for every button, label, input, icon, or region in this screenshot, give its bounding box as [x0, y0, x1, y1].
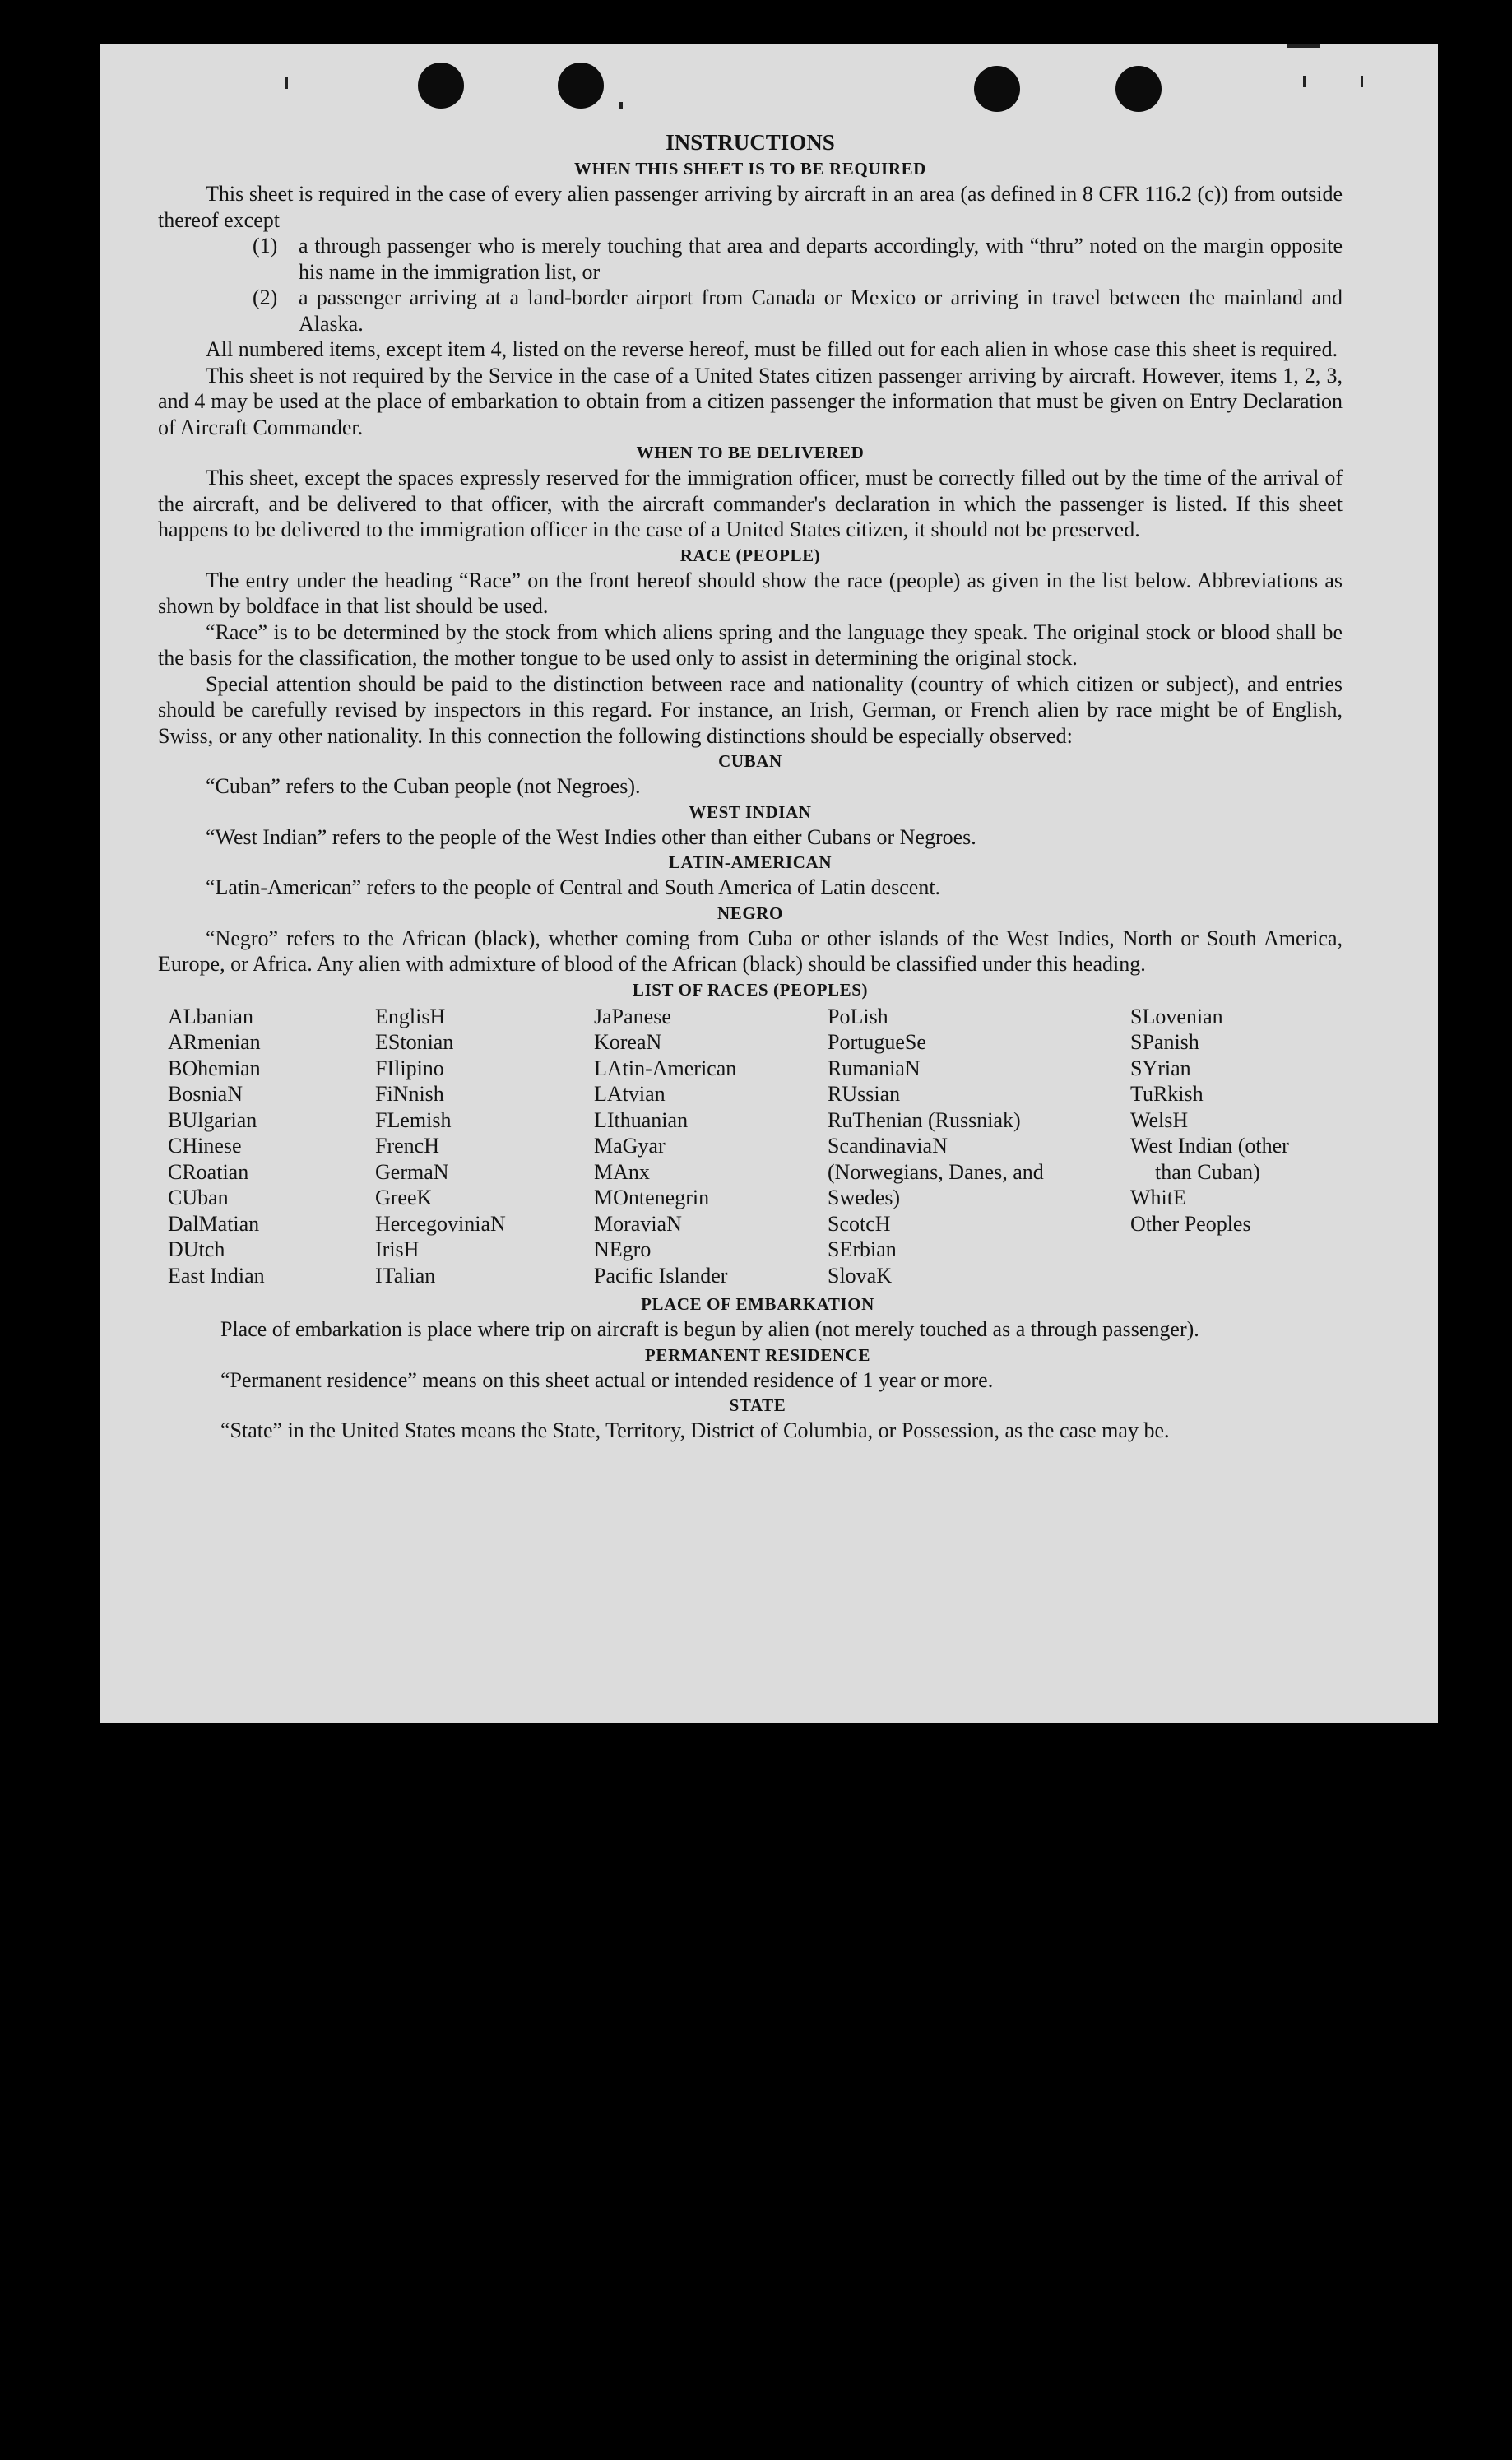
heading-list-of-races: LIST OF RACES (PEOPLES)	[632, 979, 869, 1000]
race-entry: ScotcH	[828, 1211, 891, 1236]
paragraph: “State” in the United States means the State, Territory, District of Columbia, or Possession, as the case may be.	[220, 1418, 1170, 1442]
race-entry: MaGyar	[594, 1134, 666, 1158]
race-entry: FLemish	[375, 1107, 452, 1132]
speck-mark	[1303, 76, 1306, 87]
race-entry: GreeK	[375, 1186, 433, 1209]
heading-permanent-residence: PERMANENT RESIDENCE	[644, 1344, 871, 1365]
race-entry: MAnx	[594, 1159, 650, 1184]
speck-mark	[619, 102, 623, 109]
heading-negro: NEGRO	[717, 903, 783, 923]
race-entry: ARmenian	[168, 1030, 261, 1054]
races-column	[1130, 1004, 1344, 1289]
list-item: (1) a through passenger who is merely touching that area and departs accordingly, with “thru” noted on the margin opposite his name in the immigration list, or	[253, 234, 1343, 284]
race-entry: BOhemian	[168, 1056, 261, 1080]
paragraph: Special attention should be paid to the distinction between race and nationality (country of which citizen or subject), and entries should be carefully revised by inspectors in this regard. For instance, an Irish, German, or French alien by race might be of English, Swiss, or any other nationality. In this connection the following distinctions should be especially observed:	[158, 671, 1343, 748]
speck-mark	[1361, 76, 1363, 87]
speck-mark	[1287, 44, 1320, 48]
race-entry: CHinese	[168, 1134, 242, 1158]
paragraph: All numbered items, except item 4, listed on the reverse hereof, must be filled out for each alien in whose case this sheet is required.	[206, 337, 1338, 361]
race-entry: FiNnish	[375, 1082, 444, 1106]
race-entry: GermaN	[375, 1159, 449, 1184]
race-entry: CUban	[168, 1186, 229, 1209]
page-title: INSTRUCTIONS	[666, 130, 835, 155]
race-entry: Pacific Islander	[594, 1263, 728, 1288]
races-column	[168, 1004, 375, 1289]
paragraph: “Latin-American” refers to the people of Central and South America of Latin descent.	[206, 875, 941, 899]
race-entry: IrisH	[375, 1237, 420, 1261]
race-entry: RumaniaN	[828, 1056, 921, 1080]
heading-cuban: CUBAN	[718, 751, 782, 771]
paragraph: The entry under the heading “Race” on the front hereof should show the race (people) as given in the list below. Abbreviations as shown by boldface in that list should be used.	[158, 568, 1343, 618]
paragraph: “Permanent residence” means on this sheet actual or intended residence of 1 year or more.	[220, 1367, 994, 1392]
races-column	[375, 1004, 594, 1289]
list-item: (2) a passenger arriving at a land-border airport from Canada or Mexico or arriving in travel between the mainland and Alaska.	[253, 285, 1343, 336]
race-entry: BosniaN	[168, 1082, 243, 1106]
race-entry: LIthuanian	[594, 1107, 689, 1132]
race-entry: MOntenegrin	[594, 1186, 710, 1209]
race-entry: HercegoviniaN	[375, 1211, 506, 1236]
races-column	[828, 1004, 1130, 1289]
punch-hole	[558, 63, 604, 109]
race-entry: LAtin-American	[594, 1056, 737, 1080]
race-entry: DUtch	[168, 1237, 225, 1261]
race-entry: RuThenian (Russniak)	[828, 1107, 1021, 1132]
paragraph: This sheet, except the spaces expressly reserved for the immigration officer, must be correctly filled out by the time of the arrival of the aircraft, and be delivered to that officer, with the aircraft commander's declaration in which the passenger is listed. If this sheet happens to be delivered to the immigration officer in the case of a United States citizen, it should not be preserved.	[158, 466, 1343, 541]
paragraph: “Race” is to be determined by the stock from which aliens spring and the language they speak. The original stock or blood shall be the basis for the classification, the mother tongue to be used only to assist in determining the original stock.	[158, 620, 1343, 670]
heading-race: RACE (PEOPLE)	[679, 545, 821, 565]
race-entry: RUssian	[828, 1082, 901, 1106]
speck-mark	[285, 77, 288, 89]
race-entry: ScandinaviaN (Norwegians, Danes, and Swedes)	[828, 1134, 1044, 1209]
document-sheet	[100, 44, 1438, 1723]
heading-embarkation: PLACE OF EMBARKATION	[641, 1294, 874, 1314]
paragraph: Place of embarkation is place where trip on aircraft is begun by alien (not merely touched as a through passenger).	[220, 1317, 1199, 1341]
race-entry: FIlipino	[375, 1056, 444, 1080]
paragraph: This sheet is required in the case of every alien passenger arriving by aircraft in an area (as defined in 8 CFR 116.2 (c)) from outside thereof except	[158, 182, 1343, 232]
race-entry: PoLish	[828, 1004, 888, 1028]
races-list	[168, 1004, 1343, 1289]
final-sections	[173, 1292, 1343, 1444]
paragraph: “West Indian” refers to the people of the West Indies other than either Cubans or Negroes.	[206, 824, 976, 849]
instructions-content	[158, 128, 1343, 1444]
punch-hole	[974, 66, 1020, 112]
punch-hole	[1115, 66, 1162, 112]
race-entry: PortugueSe	[828, 1030, 926, 1054]
race-entry: FrencH	[375, 1134, 439, 1158]
race-entry: TuRkish	[1130, 1082, 1204, 1106]
race-entry: DalMatian	[168, 1211, 260, 1236]
race-entry: WhitE	[1130, 1186, 1186, 1209]
race-entry: SYrian	[1130, 1056, 1191, 1080]
race-entry: WelsH	[1130, 1107, 1189, 1132]
heading-state: STATE	[729, 1395, 786, 1415]
races-column	[594, 1004, 828, 1289]
race-entry: West Indian (other	[1130, 1134, 1289, 1158]
race-entry: BUlgarian	[168, 1107, 257, 1132]
heading-when-required: WHEN THIS SHEET IS TO BE REQUIRED	[574, 159, 926, 179]
race-entry: CRoatian	[168, 1159, 249, 1184]
heading-latin-american: LATIN-AMERICAN	[668, 852, 833, 872]
race-entry: EStonian	[375, 1030, 454, 1054]
race-entry: ITalian	[375, 1263, 436, 1288]
race-entry: MoraviaN	[594, 1211, 682, 1236]
race-entry: SLovenian	[1130, 1004, 1223, 1028]
paragraph: “Negro” refers to the African (black), whether coming from Cuba or other islands of the West Indies, North or South America, Europe, or Africa. Any alien with admixture of blood of the African (black) should be classified under this heading.	[158, 926, 1343, 976]
race-entry: SErbian	[828, 1237, 897, 1261]
race-entry: Other Peoples	[1130, 1211, 1251, 1236]
race-entry: NEgro	[594, 1237, 652, 1261]
race-entry: JaPanese	[594, 1004, 671, 1028]
race-entry: LAtvian	[594, 1082, 666, 1106]
race-entry: SPanish	[1130, 1030, 1199, 1054]
paragraph: “Cuban” refers to the Cuban people (not Negroes).	[206, 774, 641, 798]
punch-hole	[418, 63, 464, 109]
heading-west-indian: WEST INDIAN	[689, 801, 812, 822]
race-entry: East Indian	[168, 1263, 265, 1288]
race-entry: EnglisH	[375, 1004, 446, 1028]
race-entry: SlovaK	[828, 1263, 892, 1288]
paragraph: This sheet is not required by the Service in the case of a United States citizen passenger arriving by aircraft. However, items 1, 2, 3, and 4 may be used at the place of embarkation to obtain from a citizen passenger the information that must be given on Entry Declaration of Aircraft Commander.	[158, 363, 1343, 439]
race-entry: ALbanian	[168, 1004, 253, 1028]
heading-when-delivered: WHEN TO BE DELIVERED	[636, 443, 865, 462]
race-entry: KoreaN	[594, 1030, 662, 1054]
race-entry: than Cuban)	[1155, 1159, 1260, 1184]
